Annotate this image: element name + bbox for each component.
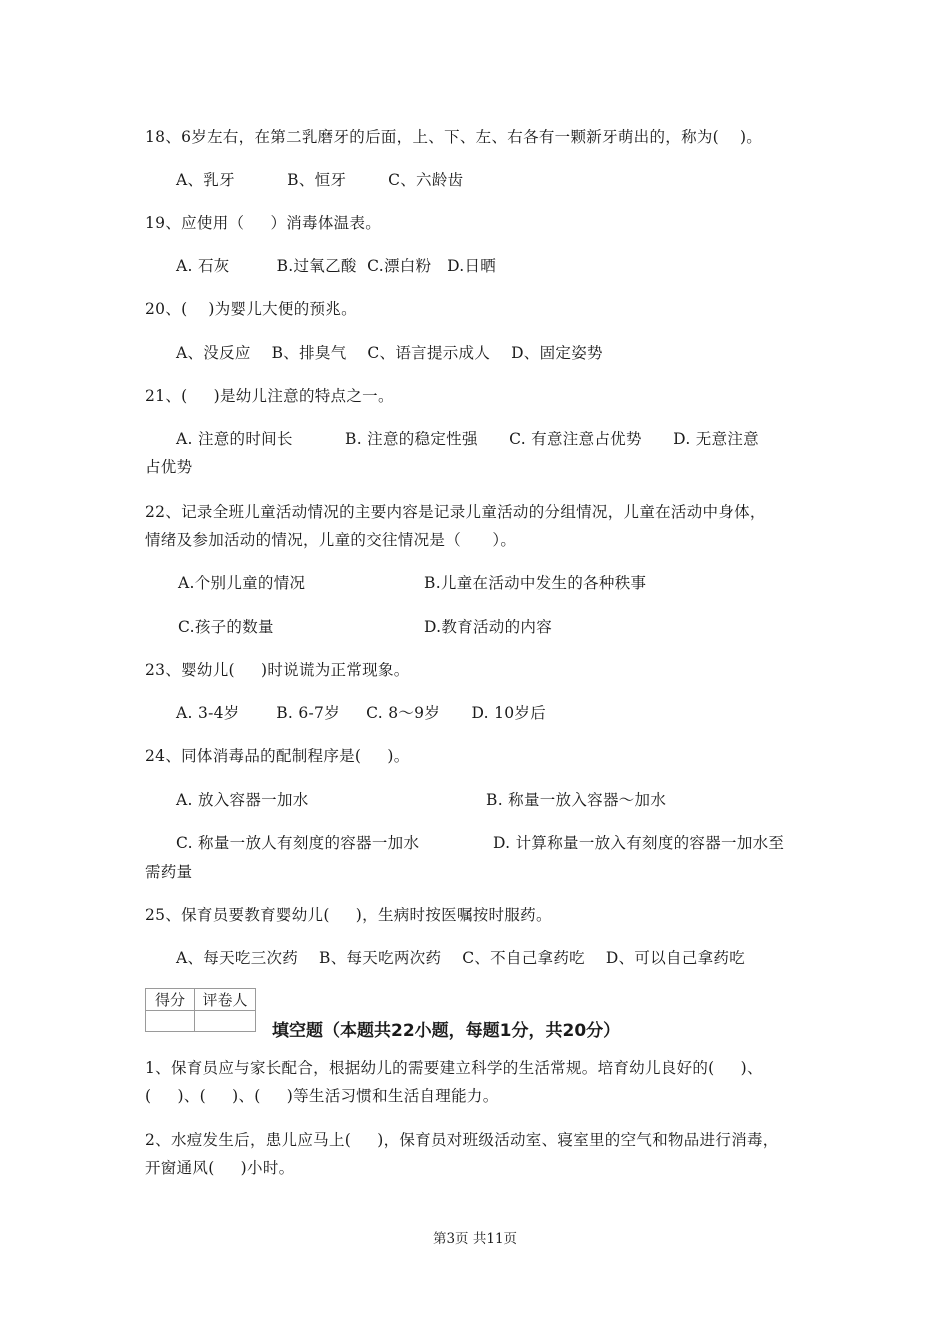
q24-option-b: B. 称量一放入容器～加水 (486, 791, 667, 809)
q21-options-cont: 占优势 (145, 458, 193, 476)
q23-options: A. 3-4岁 B. 6-7岁 C. 8～9岁 D. 10岁后 (176, 704, 547, 722)
score-box (145, 988, 256, 1032)
q20-text: 20、( )为婴儿大便的预兆。 (145, 300, 357, 318)
grader-cell (195, 1011, 256, 1032)
q25-text: 25、保育员要教育婴幼儿( )，生病时按医嘱按时服药。 (145, 906, 552, 924)
q22-text-cont: 情绪及参加活动的情况，儿童的交往情况是（ ）。 (145, 531, 517, 549)
q22-option-a: A.个别儿童的情况 (178, 574, 306, 592)
q24-option-d: D. 计算称量一放入有刻度的容器一加水至 (493, 834, 785, 852)
q24-option-c: C. 称量一放人有刻度的容器一加水 (176, 834, 420, 852)
q23-text: 23、婴幼儿( )时说谎为正常现象。 (145, 661, 410, 679)
score-label: 得分 (146, 989, 195, 1011)
q19-options: A. 石灰 B.过氧乙酸 C.漂白粉 D.日晒 (176, 257, 497, 275)
score-cell (146, 1011, 195, 1032)
q24-text: 24、同体消毒品的配制程序是( )。 (145, 747, 410, 765)
q18-text: 18、6岁左右，在第二乳磨牙的后面，上、下、左、右各有一颗新牙萌出的，称为( )。 (145, 128, 763, 146)
grader-label: 评卷人 (195, 989, 256, 1011)
q19-text: 19、应使用（ ）消毒体温表。 (145, 214, 382, 232)
q22-text: 22、记录全班儿童活动情况的主要内容是记录儿童活动的分组情况，儿童在活动中身体， (145, 503, 766, 521)
q25-options: A、每天吃三次药 B、每天吃两次药 C、不自己拿药吃 D、可以自己拿药吃 (176, 949, 745, 967)
fill-q2-line2: 开窗通风( )小时。 (145, 1159, 295, 1177)
q22-option-d: D.教育活动的内容 (424, 618, 553, 636)
fill-q1-line2: ( )、( )、( )等生活习惯和生活自理能力。 (145, 1087, 499, 1105)
q21-text: 21、( )是幼儿注意的特点之一。 (145, 387, 394, 405)
q18-options: A、乳牙 B、恒牙 C、六龄齿 (176, 171, 464, 189)
q24-option-d-cont: 需药量 (145, 863, 193, 881)
q24-option-a: A. 放入容器一加水 (176, 791, 309, 809)
q22-option-b: B.儿童在活动中发生的各种秩事 (424, 574, 647, 592)
fill-q2-line1: 2、水痘发生后，患儿应马上( )，保育员对班级活动室、寝室里的空气和物品进行消毒， (145, 1131, 779, 1149)
q22-option-c: C.孩子的数量 (178, 618, 274, 636)
q20-options: A、没反应 B、排臭气 C、语言提示成人 D、固定姿势 (176, 344, 603, 362)
section-title: 填空题（本题共22小题，每题1分，共20分） (272, 1021, 621, 1041)
fill-q1-line1: 1、保育员应与家长配合，根据幼儿的需要建立科学的生活常规。培育幼儿良好的( )、 (145, 1059, 763, 1077)
q21-options: A. 注意的时间长 B. 注意的稳定性强 C. 有意注意占优势 D. 无意注意 (176, 430, 759, 448)
page-number: 第3页 共11页 (432, 1231, 518, 1247)
